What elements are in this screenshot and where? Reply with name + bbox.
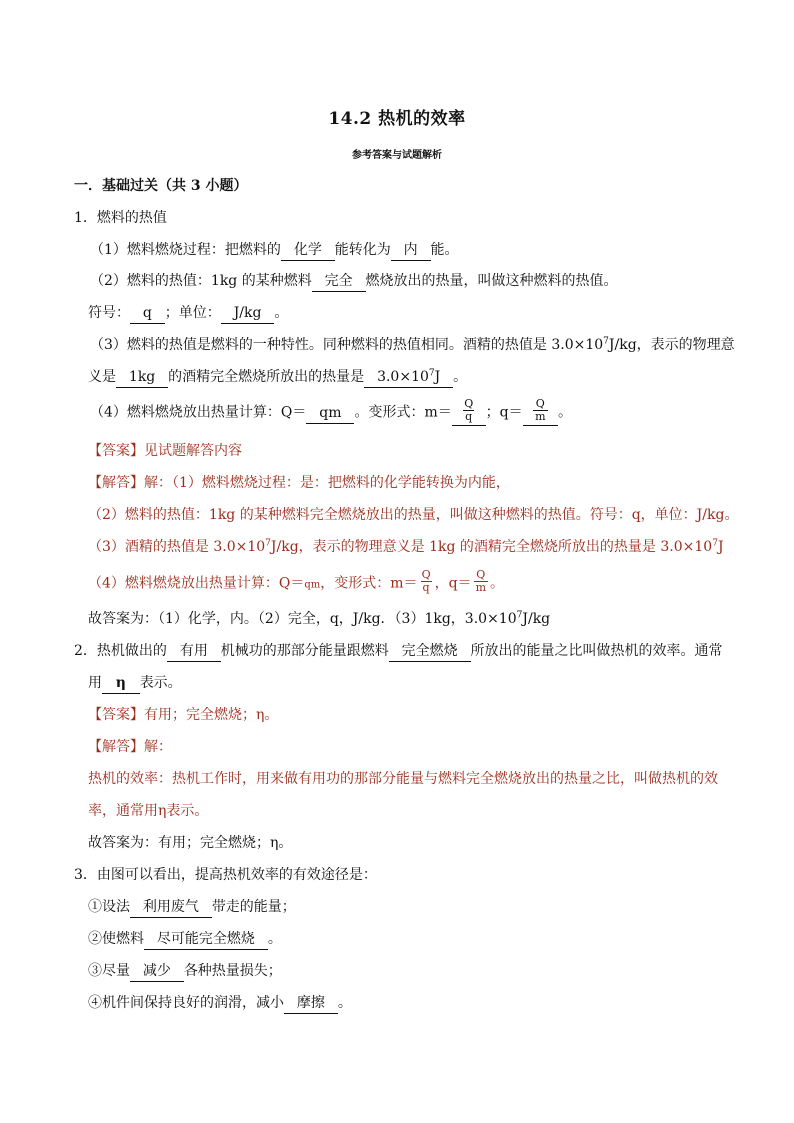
page-title: 14.2 热机的效率 <box>328 109 466 129</box>
q1-p5-mid: 的酒精完全燃烧所放出的热量是 <box>168 369 365 385</box>
q1-title: 燃料的热值 <box>96 210 167 226</box>
q1-p3-answer2: J/kg <box>221 303 275 324</box>
q2-answer-text: 有用；完全燃烧；η。 <box>144 707 279 723</box>
q1-p5-answer1: 1kg <box>116 367 168 388</box>
q3-item2-answer: 尽可能完全燃烧 <box>144 929 268 950</box>
q1-part2 <box>90 271 618 292</box>
q1-p2-end: 燃烧放出的热量，叫做这种燃料的热值。 <box>365 273 618 289</box>
q1-p3-text: 符号： <box>88 305 130 321</box>
q1-p2-answer: 完全 <box>312 271 366 292</box>
q1-p4-text: （3）燃料的热值是燃料的一种特性。同种燃料的热值相同。酒精的热值是 3.0×10 <box>90 337 604 353</box>
q2-final-answer: 故答案为：有用；完全燃烧；η。 <box>88 835 293 851</box>
q1-solution-line3: （3）酒精的热值是 $3.0\times 10^7J/kg$，表示的物理意义是 1kg 的酒精完全燃烧所放出的热量是 $3.0\times 10^7J$ <box>88 538 724 555</box>
q1-p5-text: 义是 <box>88 369 116 385</box>
q3-item3: ③尽量 减少 各种热量损失； <box>88 961 282 982</box>
q2-answer3: η <box>102 673 140 694</box>
section-heading: 一．基础过关（共 3 小题） <box>74 178 248 194</box>
q1-part3 <box>90 335 735 355</box>
q1-p5-end: 。 <box>453 369 468 385</box>
q3-title: 由图可以看出，提高热机效率的有效途径是： <box>96 867 377 883</box>
q3-item4-answer: 摩擦 <box>284 993 338 1014</box>
q1-p4-exp: 7 <box>603 336 609 347</box>
q2-solution-head: 【解答】解： <box>88 739 172 755</box>
q1-answer-text: 见试题解答内容 <box>144 443 242 459</box>
q1-p2-text: （2）燃料的热值：1kg 的某种燃料 <box>90 273 312 289</box>
q2-answer2: 完全燃烧 <box>389 641 471 662</box>
q1-solution-line2: （2）燃料的热值：1kg 的某种燃料完全燃烧放出的热量，叫做这种燃料的热值。符号：q，单位：J/kg。 <box>88 507 739 523</box>
q2-solution-tag: 【解答】 <box>88 739 144 755</box>
q1-p1-text: （1）燃料燃烧过程：把燃料的 <box>90 242 281 258</box>
q1-answer-line <box>88 441 242 461</box>
q1-solution-tag: 【解答】 <box>88 475 144 491</box>
q1-p4-end: J/kg，表示的物理意 <box>608 337 735 353</box>
q2-number: 2． <box>74 643 97 659</box>
q1-final-answer: 故答案为：（1）化学，内。（2）完全，q，J/kg．（3）1kg，$3.0\times 10^7J/kg$ <box>88 610 551 627</box>
q1-part1 <box>90 240 459 261</box>
q3-item1-answer: 利用废气 <box>130 897 212 918</box>
q1-solution-1: 解：（1）燃料燃烧过程：是：把燃料的化学能转换为内能， <box>144 475 510 491</box>
q1-solution-line1 <box>88 473 510 493</box>
q2-solution-1: 热机的效率：热机工作时，用来做有用功的那部分能量与燃料完全燃烧放出的热量之比，叫做热机的效 <box>88 771 718 787</box>
q1-number: 1． <box>74 210 97 226</box>
q3-item4: ④机件间保持良好的润滑，减小 摩擦 。 <box>88 993 352 1014</box>
q1-p1-answer2: 内 <box>391 240 431 261</box>
q1-p6-answer1: qm <box>306 403 354 424</box>
q1-p6-answer3: $\frac{Q}{m}$ <box>523 400 558 426</box>
q1-p6-mid2: ；q＝ <box>485 404 523 421</box>
q2-answer1: 有用 <box>167 641 221 662</box>
q2-line1: 2．热机做出的 有用 机械功的那部分能量跟燃料 完全燃烧 所放出的能量之比叫做热机的效率。通常 <box>74 641 723 662</box>
q1-p3-answer1: q <box>130 303 165 324</box>
q1-p1-end: 能。 <box>430 242 459 258</box>
q2-solution-2: 率，通常用η表示。 <box>88 803 209 819</box>
q2-answer-line <box>88 705 278 725</box>
q3-item1: ①设法 利用废气 带走的能量； <box>88 897 296 918</box>
q1-p6-answer2: $\frac{Q}{q}$ <box>452 400 486 426</box>
q3-item2: ②使燃料 尽可能完全燃烧 。 <box>88 929 282 950</box>
q1-p6-mid1: 。变形式：m＝ <box>354 404 452 421</box>
q1-part3-cont <box>88 367 467 388</box>
page-subtitle: 参考答案与试题解析 <box>352 150 442 161</box>
q3-number: 3． <box>74 867 97 883</box>
q1-p1-mid: 能转化为 <box>334 242 391 258</box>
q1-answer-tag: 【答案】 <box>88 443 144 459</box>
q1-p6-text: （4）燃料燃烧放出热量计算：Q＝ <box>90 404 307 421</box>
q2-answer-tag: 【答案】 <box>88 707 144 723</box>
q1-p6-end: 。 <box>557 404 572 421</box>
q3-title-line <box>74 865 377 885</box>
q1-p5-answer2: $3.0\times 10^7J$ <box>364 367 453 388</box>
q3-item3-answer: 减少 <box>130 961 184 982</box>
q1-p3-mid: ；单位： <box>164 305 221 321</box>
q1-p3-end: 。 <box>274 305 289 321</box>
q1-solution-line4: （4）燃料燃烧放出热量计算：Q＝qm，变形式：m＝ $\frac{Q}{q}$ ，q＝ $\frac{Q}{m}$ 。 <box>88 568 504 594</box>
q2-line2: 用 η 表示。 <box>88 673 182 694</box>
q1-part4 <box>90 397 572 426</box>
q1-title-line <box>74 208 167 228</box>
q1-p1-answer1: 化学 <box>281 240 335 261</box>
q1-symbol-line <box>88 303 288 324</box>
